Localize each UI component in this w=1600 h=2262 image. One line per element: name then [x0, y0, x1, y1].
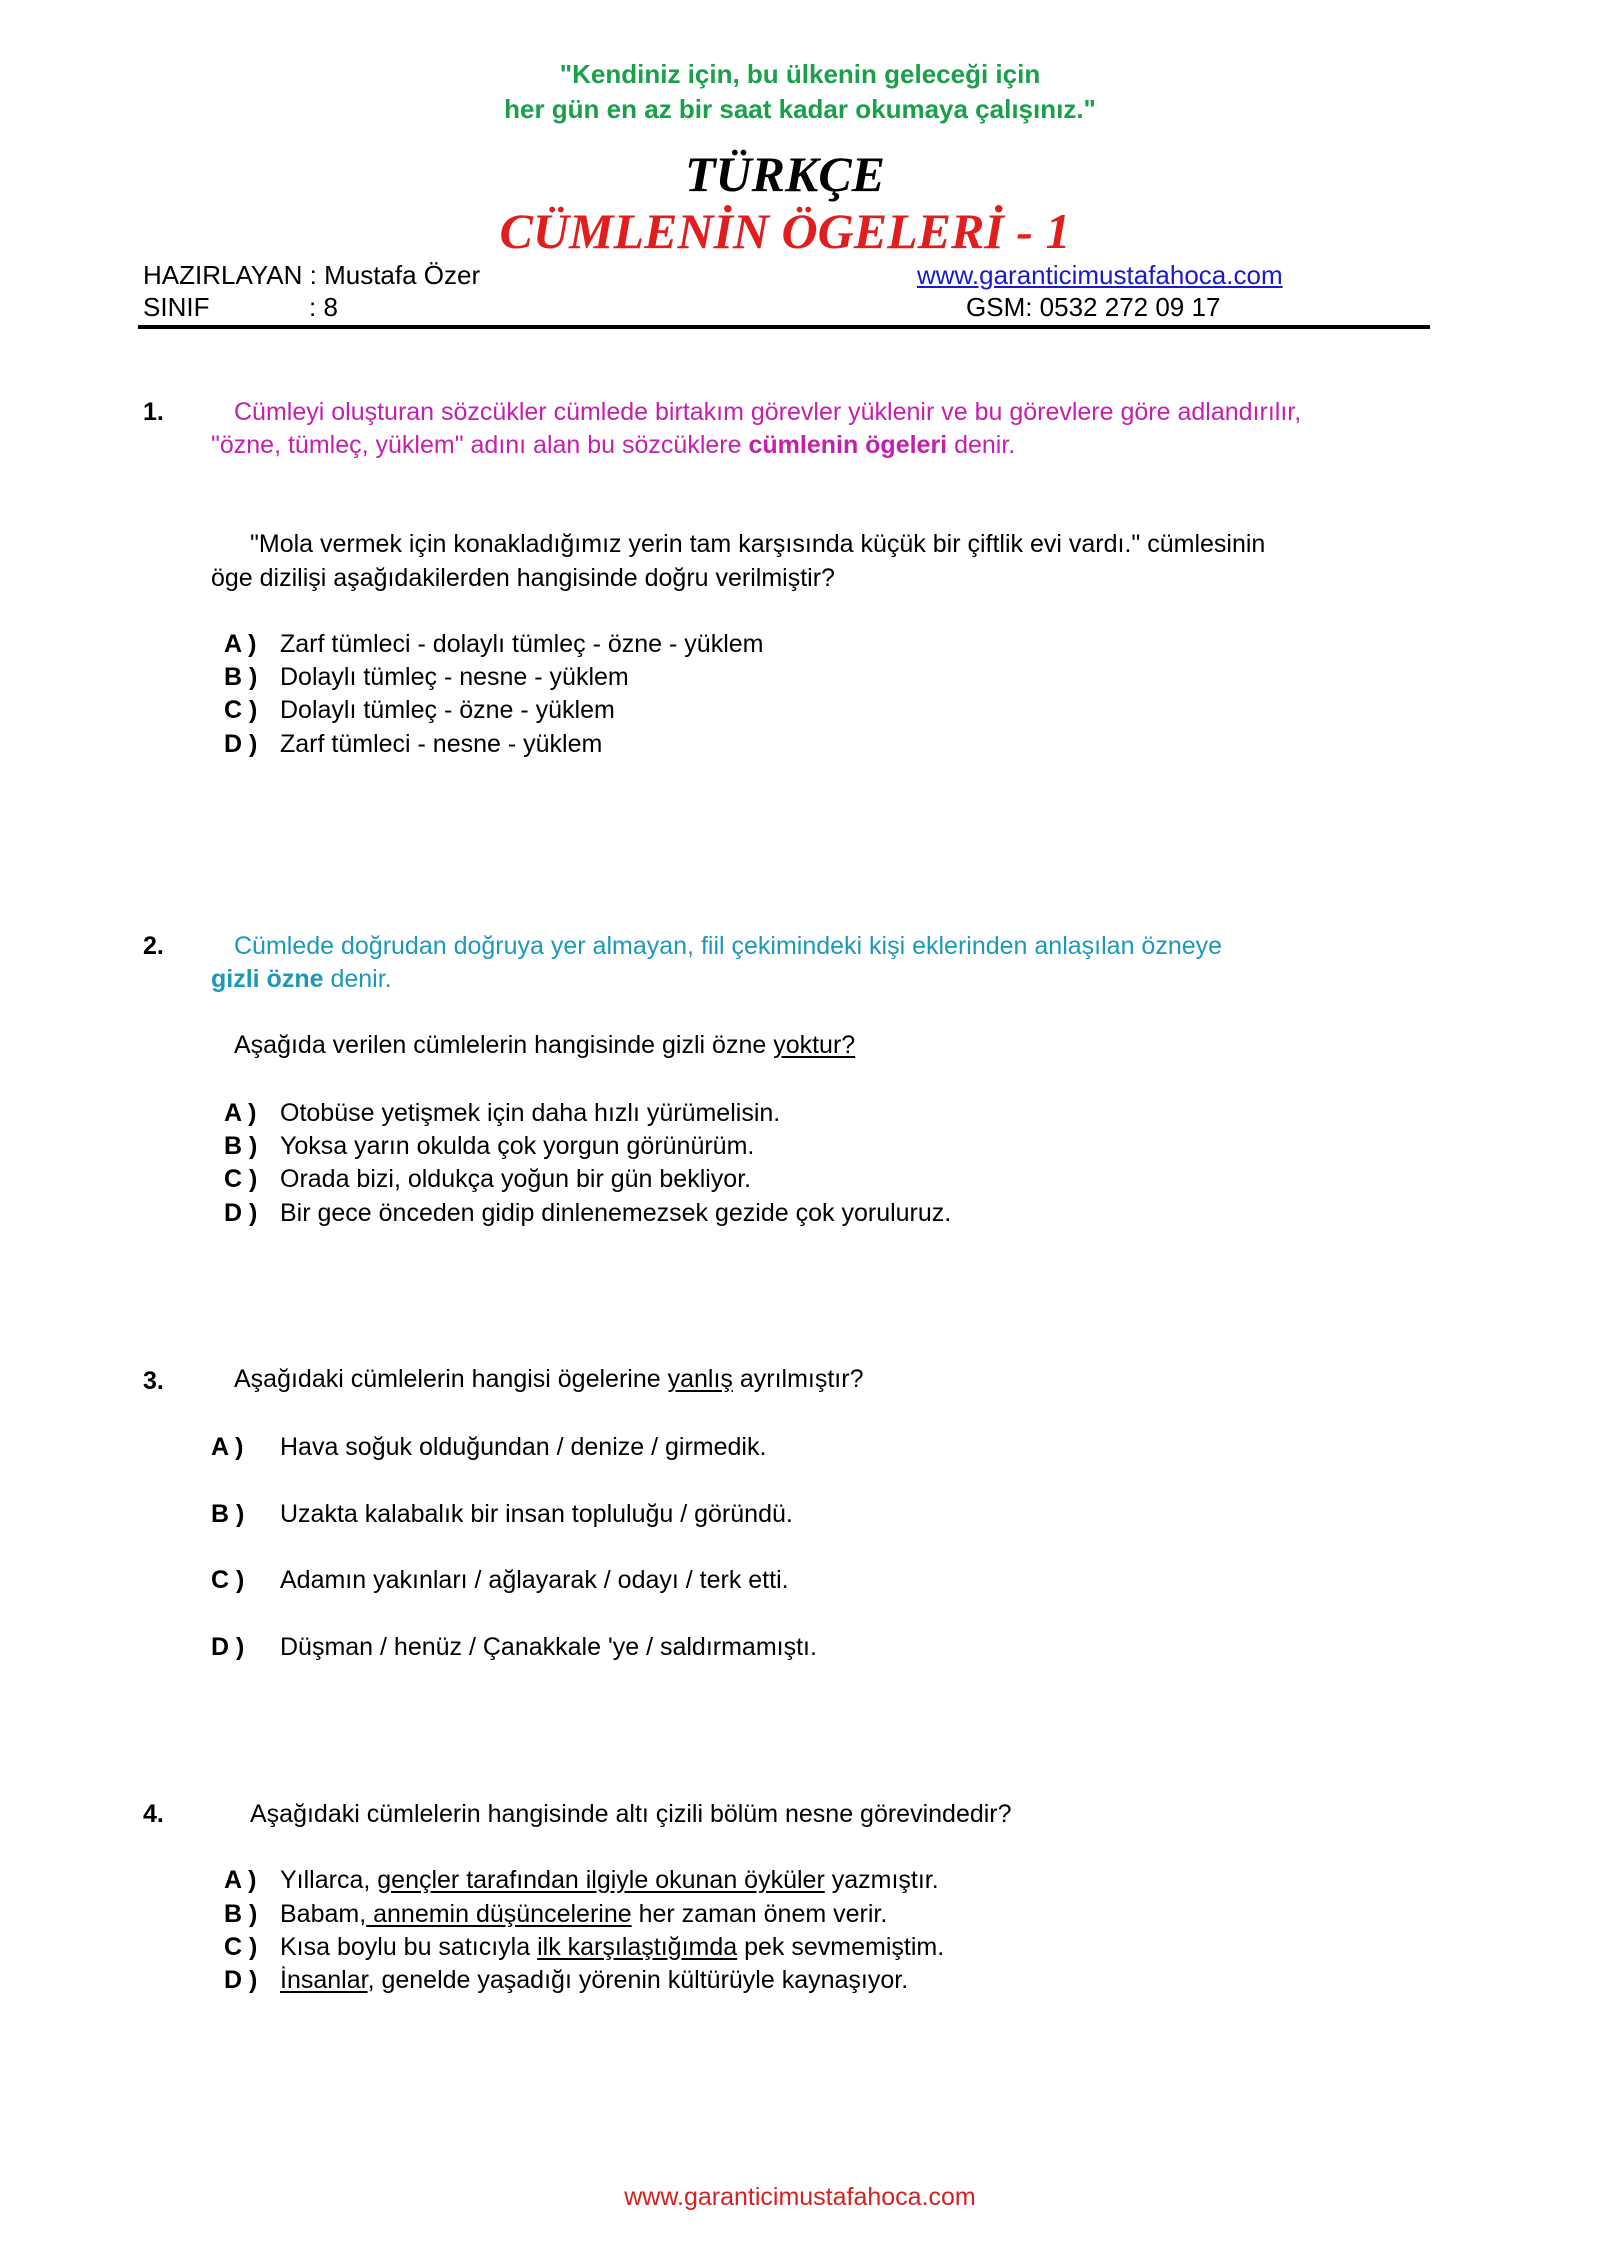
question-2-info-line-2: gizli özne denir. [211, 965, 392, 993]
question-2-info-line-1: Cümlede doğrudan doğruya yer almayan, fiil çekimindeki kişi eklerinden anlaşılan özneye [234, 932, 1223, 960]
footer-website[interactable]: www.garanticimustafahoca.com [624, 2183, 976, 2211]
class-value: : 8 [309, 292, 338, 322]
question-4-number: 4. [143, 1800, 164, 1828]
question-2-option-b[interactable]: B ) Yoksa yarın okulda çok yorgun görünürüm. [224, 1132, 755, 1160]
question-3-option-b[interactable]: B ) Uzakta kalabalık bir insan topluluğu / göründü. [211, 1500, 793, 1528]
gsm-number: GSM: 0532 272 09 17 [966, 292, 1221, 322]
question-3-option-c[interactable]: C ) Adamın yakınları / ağlayarak / odayı / terk etti. [211, 1566, 789, 1594]
question-1-info-line-2: "özne, tümleç, yüklem" adını alan bu sözcüklere cümlenin ögeleri denir. [211, 431, 1016, 459]
question-2-option-a[interactable]: A ) Otobüse yetişmek için daha hızlı yürümelisin. [224, 1099, 781, 1127]
question-1-number: 1. [143, 398, 164, 426]
motto-line-2: her gün en az bir saat kadar okumaya çalışınız." [504, 94, 1096, 124]
question-1-option-a[interactable]: A ) Zarf tümleci - dolaylı tümleç - özne - yüklem [224, 630, 764, 658]
question-4-option-b[interactable]: B ) Babam, annemin düşüncelerine her zaman önem verir. [224, 1900, 888, 1928]
subject-title: TÜRKÇE [684, 146, 886, 202]
question-4-option-a[interactable]: A ) Yıllarca, gençler tarafından ilgiyle okunan öyküler yazmıştır. [224, 1866, 939, 1894]
motto-line-1: "Kendiniz için, bu ülkenin geleceği için [559, 59, 1041, 89]
question-3-stem: Aşağıdaki cümlelerin hangisi ögelerine yanlış ayrılmıştır? [234, 1365, 864, 1393]
question-4-option-c[interactable]: C ) Kısa boylu bu satıcıyla ilk karşılaştığımda pek sevmemiştim. [224, 1933, 945, 1961]
topic-title: CÜMLENİN ÖGELERİ - 1 [499, 203, 1071, 259]
question-1-info-line-1: Cümleyi oluşturan sözcükler cümlede birtakım görevler yüklenir ve bu görevlere göre adlandırılır, [234, 398, 1302, 426]
question-2-option-c[interactable]: C ) Orada bizi, oldukça yoğun bir gün bekliyor. [224, 1165, 752, 1193]
question-4-stem: Aşağıdaki cümlelerin hangisinde altı çizili bölüm nesne görevindedir? [250, 1800, 1012, 1828]
question-1-option-d[interactable]: D ) Zarf tümleci - nesne - yüklem [224, 730, 603, 758]
question-1-stem-line-2: öge dizilişi aşağıdakilerden hangisinde doğru verilmiştir? [211, 564, 835, 592]
question-1-option-b[interactable]: B ) Dolaylı tümleç - nesne - yüklem [224, 663, 629, 691]
question-2-number: 2. [143, 932, 164, 960]
question-1-stem-line-1: "Mola vermek için konakladığımız yerin tam karşısında küçük bir çiftlik evi vardı." cümlesinin [250, 530, 1266, 558]
question-1-option-c[interactable]: C ) Dolaylı tümleç - özne - yüklem [224, 696, 615, 724]
author-label: HAZIRLAYAN : Mustafa Özer [143, 260, 481, 290]
website-link[interactable]: www.garanticimustafahoca.com [917, 260, 1283, 290]
question-3-option-d[interactable]: D ) Düşman / henüz / Çanakkale 'ye / saldırmamıştı. [211, 1633, 817, 1661]
question-2-stem: Aşağıda verilen cümlelerin hangisinde gizli özne yoktur? [234, 1031, 856, 1059]
class-label: SINIF [143, 292, 210, 322]
question-3-option-a[interactable]: A ) Hava soğuk olduğundan / denize / girmedik. [211, 1433, 767, 1461]
question-2-option-d[interactable]: D ) Bir gece önceden gidip dinlenemezsek gezide çok yoruluruz. [224, 1199, 952, 1227]
question-3-number: 3. [143, 1367, 164, 1395]
question-4-option-d[interactable]: D ) İnsanlar, genelde yaşadığı yörenin kültürüyle kaynaşıyor. [224, 1966, 909, 1994]
header-divider [138, 325, 1430, 329]
